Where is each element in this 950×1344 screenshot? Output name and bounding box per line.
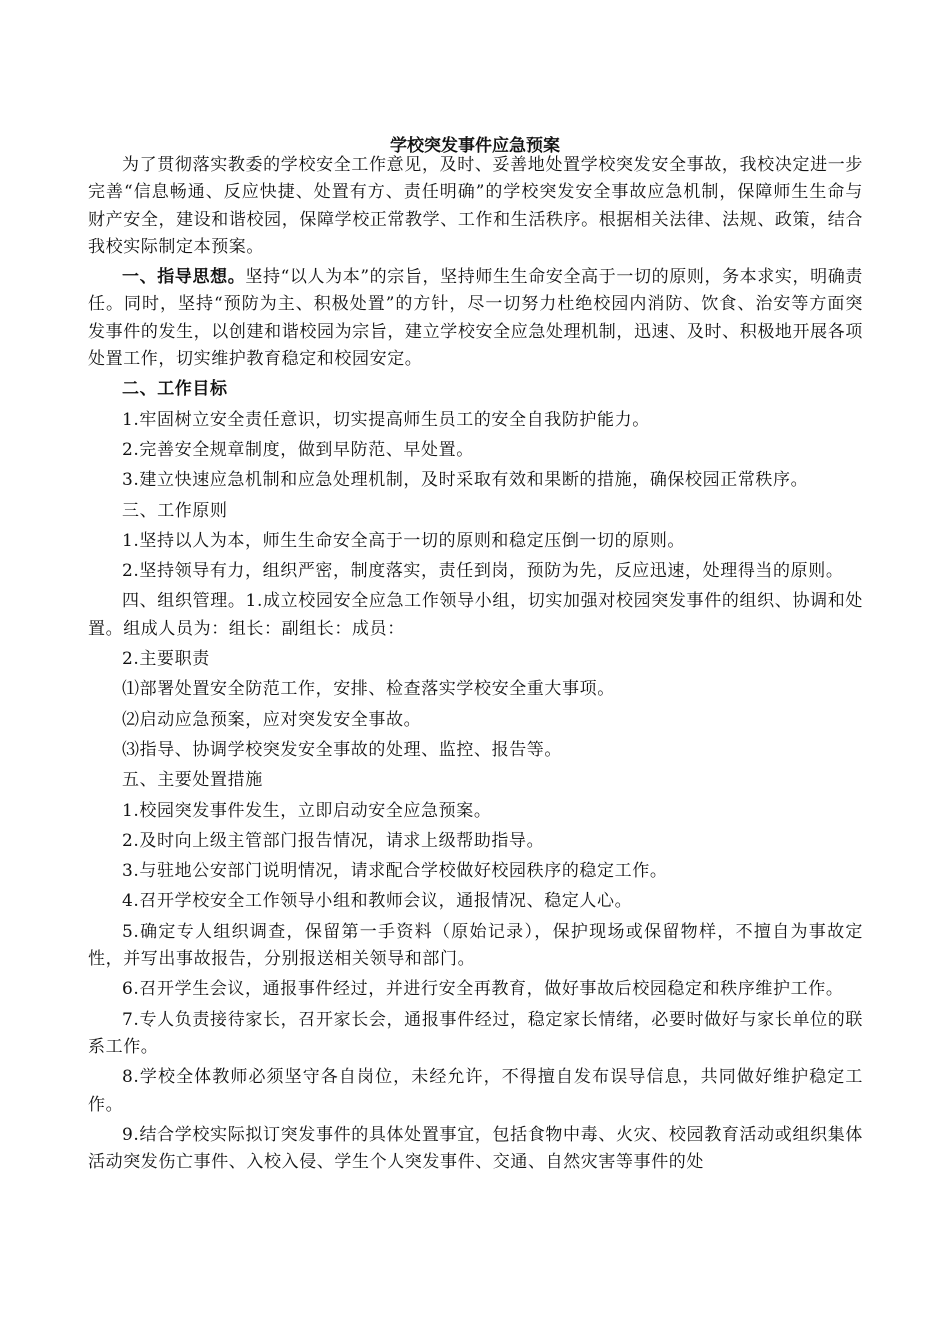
section3-item: 1.坚持以人为本，师生生命安全高于一切的原则和稳定压倒一切的原则。 (122, 530, 686, 551)
section5-item: 5.确定专人组织调查，保留第一手资料（原始记录），保护现场或保留物样，不擅自为事故定性，并写出事故报告，分别报送相关领导和部门。 (88, 921, 863, 970)
section2-item: 1.牢固树立安全责任意识，切实提高师生员工的安全自我防护能力。 (122, 409, 650, 430)
section5-item: 3.与驻地公安部门说明情况，请求配合学校做好校园秩序的稳定工作。 (122, 861, 668, 882)
section5-item: 6.召开学生会议，通报事件经过，并进行安全再教育，做好事故后校园稳定和秩序维护工作。 (122, 979, 844, 1000)
section4-paragraph: 四、组织管理。1.成立校园安全应急工作领导小组，切实加强对校园突发事件的组织、协调和处置。组成人员为：组长：副组长：成员： (88, 591, 863, 639)
section3-heading: 三、工作原则 (122, 500, 228, 521)
page-title: 学校突发事件应急预案 (390, 136, 560, 156)
section1-paragraph (88, 264, 863, 373)
section3-item: 2.坚持领导有力，组织严密，制度落实，责任到岗，预防为先，反应迅速，处理得当的原则。 (122, 561, 844, 582)
section5-item: 8.学校全体教师必须坚守各自岗位，未经允许，不得擅自发布误导信息，共同做好维护稳定工作。 (88, 1067, 863, 1115)
section2-item: 3.建立快速应急机制和应急处理机制，及时采取有效和果断的措施，确保校园正常秩序。 (122, 470, 809, 491)
section4-item: ⑶指导、协调学校突发安全事故的处理、监控、报告等。 (122, 739, 562, 760)
section1-text: 坚持“以人为本”的宗旨，坚持师生生命安全高于一切的原则，务本求实，明确责任。同时，坚持“预防为主、积极处置”的方针，尽一切努力杜绝校园内消防、饮食、治安等方面突发事件的发生，以创建和谐校园为宗旨，建立学校安全应急处理机制，迅速、及时、积极地开展各项处置工作，切实维护教育稳定和校园安定。 (88, 267, 864, 370)
section4-item: ⑵启动应急预案，应对突发安全事故。 (122, 709, 422, 730)
section4-item: ⑴部署处置安全防范工作，安排、检查落实学校安全重大事项。 (122, 679, 615, 700)
document-body (88, 152, 863, 1176)
section2-heading: 二、工作目标 (122, 379, 228, 400)
section5-item: 4.召开学校安全工作领导小组和教师会议，通报情况、稳定人心。 (122, 891, 633, 912)
section2-item: 2.完善安全规章制度，做到早防范、早处置。 (122, 439, 474, 460)
intro-paragraph: 为了贯彻落实教委的学校安全工作意见，及时、妥善地处置学校突发安全事故，我校决定进一步完善“信息畅通、反应快捷、处置有方、责任明确”的学校突发安全事故应急机制，保障师生生命与财产安全，建设和谐校园，保障学校正常教学、工作和生活秩序。根据相关法律、法规、政策，结合我校实际制定本预案。 (88, 155, 863, 257)
section5-item: 2.及时向上级主管部门报告情况，请求上级帮助指导。 (122, 830, 545, 851)
section1-heading: 一、指导思想。 (122, 267, 246, 288)
section4-subheading: 2.主要职责 (122, 649, 210, 670)
section5-item: 1.校园突发事件发生，立即启动安全应急预案。 (122, 800, 492, 821)
section5-item: 9.结合学校实际拟订突发事件的具体处置事宜，包括食物中毒、火灾、校园教育活动或组织集体活动突发伤亡事件、入校入侵、学生个人突发事件、交通、自然灾害等事件的处 (88, 1124, 863, 1173)
section5-item: 7.专人负责接待家长，召开家长会，通报事件经过，稳定家长情绪，必要时做好与家长单位的联系工作。 (88, 1009, 863, 1057)
section5-heading: 五、主要处置措施 (122, 770, 263, 791)
